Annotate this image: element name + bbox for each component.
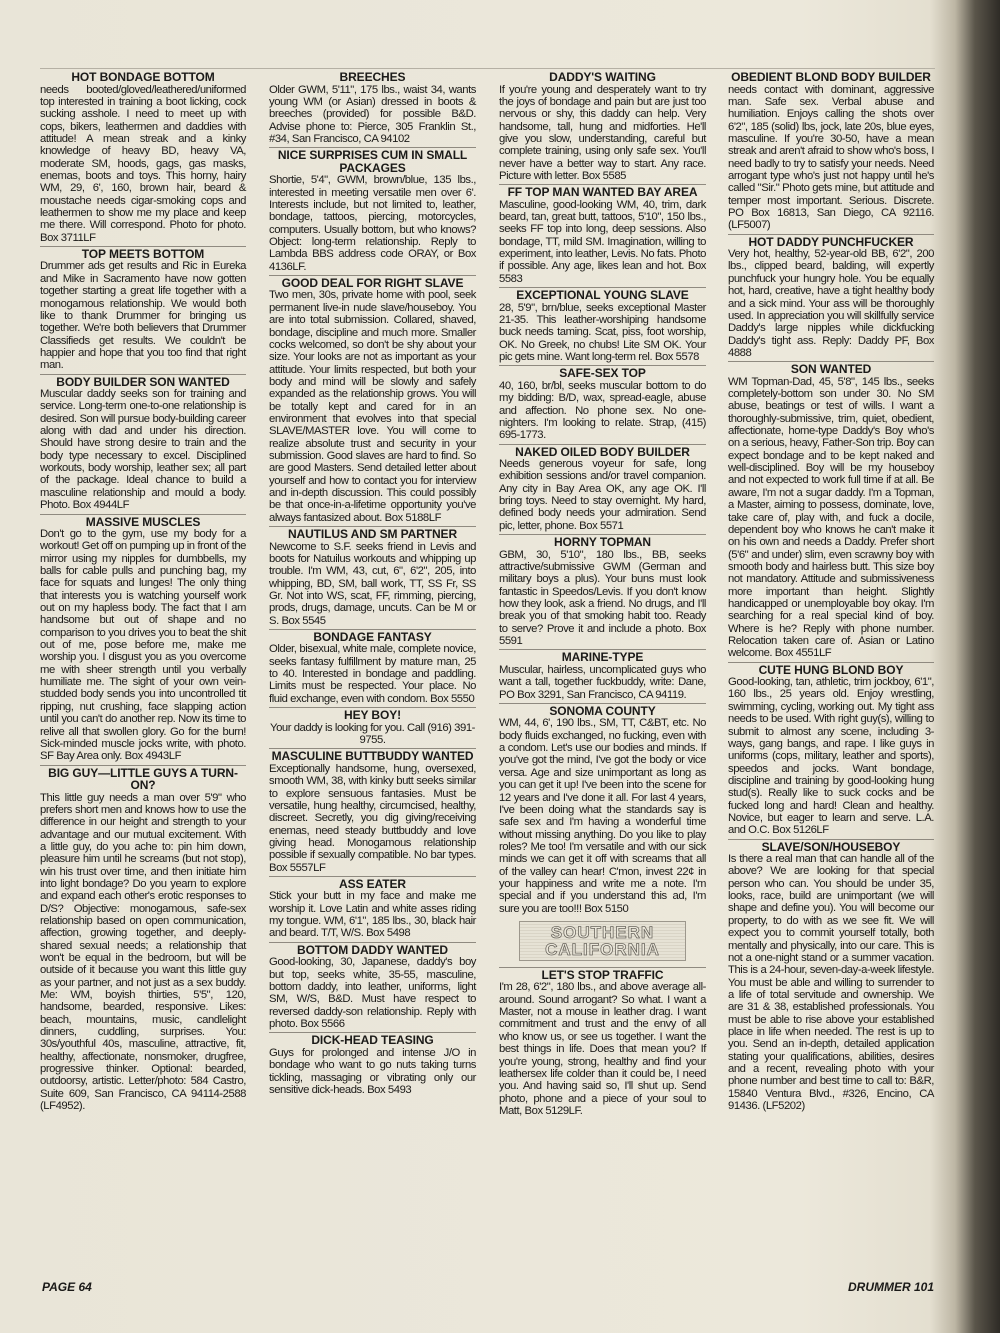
ad-heading: NICE SURPRISES CUM IN SMALL PACKAGES [277,148,468,175]
ad-heading: SONOMA COUNTY [549,703,656,718]
classified-ad [269,748,476,874]
ad-body: Muscular daddy seeks son for training and service. Long-term one-to-one relationship is desired. Son will pursue body-building career along with dad and under his direction. Should have strong desire to train and the body type necessary to excel. Disciplined workouts, body worship, leather sex; all part of the package. Ideal chance to build a masculine relationship and mould a body. Photo. Box 4944LF [40,388,246,512]
ad-heading: LET'S STOP TRAFFIC [541,967,664,982]
ad-heading: SLAVE/SON/HOUSEBOY [761,839,901,854]
ad-body: Your daddy is looking for you. Call (916) 391-9755. [270,721,475,746]
ad-heading: EXCEPTIONAL YOUNG SLAVE [516,288,689,303]
ad-body: 40, 160, br/bl, seeks muscular bottom to do my bidding: B/D, wax, spread-eagle, abuse and affection. No phone sex. No one-nighters. I'm looking to relate. Strap, (415) 695-1773. [499,379,706,442]
ad-heading: NAUTILUS AND SM PARTNER [287,527,458,541]
magazine-issue: DRUMMER 101 [848,1280,935,1294]
ad-heading: TOP MEETS BOTTOM [81,246,205,261]
classified-ad [269,275,476,524]
classified-ad [269,147,476,273]
ad-heading: BREECHES [339,70,406,84]
ad-body: Good-looking, tan, athletic, trim jockboy, 6'1", 160 lbs., 25 years old. Enjoy wrestling, swimming, cycling, working out. My tight ass needs to be used. With right guy(s), willing to submit to almost any scene, including 3-ways, gang bangs, and rape. I like guys in uniforms (cops, military, leather and sports), speedos and jocks. Want bondage, discipline and training by good-looking hung stud(s). Really like to suck cocks and be fucked long and hard! Clean and healthy. Novice, but eager to learn and serve. L.A. and O.C. Box 5126LF [728,676,934,837]
ad-body: 28, 5'9", brn/blue, seeks exceptional Master 21-35. This leather-worshiping handsome buck needs taming. Scat, piss, foot worship, OK. No Greek, no chubs! Lite SM OK. Your pic gets mine. Want long-term rel. Box 5578 [499,301,706,364]
ad-heading: BIG GUY—LITTLE GUYS A TURN-ON? [48,765,238,793]
ad-body: If you're young and desperately want to try the joys of bondage and pain but are just too nervous or shy, this daddy can help. Very handsome, tall, hung and midforties. He'll give you slow, understanding, careful but complete training, using only safe sex. You'll never have a better way to start. Any race. Picture with letter. Box 5585 [499,83,706,182]
ad-heading: BODY BUILDER SON WANTED [56,374,230,389]
ad-heading: BOTTOM DADDY WANTED [297,942,448,957]
ad-body: Two men, 30s, private home with pool, seek permanent live-in nude slave/houseboy. You are into total submission. Collared, shaved, bondage, discipline and much more. Smaller cocks welcomed, so don't be shy about your size. Your looks are not as important as your attitude. Your limits respected, but both your body and mind will be slowly and safely expanded as the relationship grows. You will be totally kept and cared for in an environment that evolves into that special SLAVE/MASTER love. You will come to realize absolute trust and security in your submission. Good slaves are hard to find. So are good Masters. Send detailed letter about yourself and how to contact you for interview and in-depth discussion. This could possibly be that once-in-a-lifetime opportunity you've always fantasized about. Box 5188LF [269,289,476,524]
classified-ad [269,1032,476,1096]
classified-ad [269,707,476,746]
ad-body: Older GWM, 5'11", 175 lbs., waist 34, wants young WM (or Asian) dressed in boots & breeches (provided) for possible B&D. Advise phone to: Pierce, 305 Franklin St., #34, San Francisco, CA 94102 [269,83,476,145]
ad-heading: SON WANTED [790,362,872,377]
section-header-line: CALIFORNIA [545,939,660,959]
column-2 [269,70,476,1098]
classified-ad [499,365,706,441]
ad-heading: BONDAGE FANTASY [313,629,432,644]
column-4 [728,70,934,1114]
ad-heading: DADDY'S WAITING [549,70,656,84]
classified-ad [269,70,476,145]
classified-ad [499,70,706,182]
classified-ad [269,876,476,940]
ad-body: Stick your butt in my face and make me worship it. Love Latin and white asses riding my tongue. WM, 6'1", 185 lbs., 30, black hair and beard. T/T, W/S. Box 5498 [269,890,476,940]
top-rule [40,68,935,69]
ad-body: Don't go to the gym, use my body for a workout! Get off on pumping up in front of the mirror using my nipples for dumbbells, my balls for cable pulls and punching bag, my face for squats and lunges! The only thing that interests you is watching yourself work out on my hapless body. The fact that I am handsome but out of shape and no comparison to you drives you to beat the shit out of me, pose before me, make me worship you. I disgust you as you overcome me with sheer strength until you verbally humiliate me. The sight of your own vein-studded body sends you into uncontrolled tit ripping, nut crushing, face slapping action until you can't do another rep. Now its time to relive all that swollen glory. Go for the burn! Sick-minded muscle jocks write, with photo. SF Bay Area only. Box 4943LF [40,528,246,763]
classified-ad [499,287,706,363]
ad-body: Exceptionally handsome, hung, oversexed, smooth WM, 38, with kinky butt seeks similar to explore sensuous fantasies. Must be versatile, hung healthy, circumcised, healthy, discreet. Secretly, you dig giving/receiving enemas, need steady buttbuddy and love giving head. Monogamous relationship possible if sexually compatible. No bar types. Box 5557LF [269,762,476,874]
classified-ad [499,534,706,647]
classified-ad [40,70,246,244]
ad-heading: DICK-HEAD TEASING [311,1033,434,1048]
classified-ad [728,839,934,1113]
ad-body: This little guy needs a man over 5'9" who prefers short men and knows how to use the difference in our height and strength to your advantage and our mutual excitement. With a little guy, do you ache to: pin him down, pleasure him until he screams (but not stop), win his trust over time, and then initiate him into light bondage? Do you yearn to explore and expand each other's erotic responses to D/S? Objective: monogamous, safe-sex relationship based on open communication, affection, growing together, and deeply-shared sexual needs; a relationship that won't be equal in the bedroom, but will be outside of it because you want this little guy as your partner, and not just as a sex buddy. Me: WM, boyish thirties, 5'5", 120, handsome, bearded, responsive. Likes: beach, mountains, music, candlelight dinners, cuddling, surprises. You: 30s/youthful 40s, masculine, attractive, fit, healthy, affectionate, nonsmoker, drugfree, progressive thinker. Optional: bearded, outdoorsy, artistic. Letter/photo: 584 Castro, Suite 609, San Francisco, CA 94114-2588 (LF4952). [40,791,246,1113]
ad-body: Drummer ads get results and Ric in Eureka and Mike in Sacramento have now gotten together starting a great life together with a monogamous relationship. We would both like to thank Drummer for bringing us together. We're both believers that Drummer Classifieds get results. We couldn't be happier and hope that you too find that right man. [40,260,246,372]
classified-ad [499,444,706,533]
classified-ad [40,765,246,1113]
classified-ad [40,246,246,372]
classified-ad [499,184,706,285]
ad-heading: OBEDIENT BLOND BODY BUILDER [731,70,931,84]
ad-heading: HORNY TOPMAN [553,535,652,550]
ad-body: GBM, 30, 5'10", 180 lbs., BB, seeks attractive/submissive GWM (German and military boys a plus). Your buns must look fantastic in Speedos/Levis. If you don't know how they look, ask a friend. No drugs, and I'll break you of that smoking habit too. Ready to serve? Prove it and include a photo. Box 5591 [499,548,706,648]
ad-body: Needs generous voyeur for safe, long exhibition sessions and/or travel companion. Any city in Bay Area OK, any age OK. I'll bring toys. Need to stay overnight. My hard, defined body needs your admiration. Send pic, letter, phone. Box 5571 [499,458,706,532]
section-header-line: SOUTHERN [550,922,655,942]
ad-heading: MASSIVE MUSCLES [85,514,201,529]
ad-body: Guys for prolonged and intense J/O in bondage who want to go nuts taking turns tickling, massaging or vibrating only our sensitive dick-heads. Box 5493 [269,1046,476,1096]
ad-body: needs booted/gloved/leathered/uniformed top interested in training a boot licking, cock sucking asshole. I need to meet up with cops, bikers, leathermen and daddies with attitude! A mean streak and a kinky knowledge of heavy BD, heavy VA, moderate SM, hoods, gags, gas masks, enemas, boots and toys. This horny, hairy WM, 29, 6', 160, brown hair, beard & moustache needs cigar-smoking cops and leathermen to show me my place and keep me there. Will correspond. Photo for photo. Box 3711LF [40,83,246,244]
classified-ad [728,70,934,232]
classified-ad [728,361,934,659]
classified-ad [269,942,476,1031]
classified-ad [40,514,246,763]
ad-heading: CUTE HUNG BLOND BOY [758,662,904,677]
ad-heading: MASCULINE BUTTBUDDY WANTED [271,749,474,764]
ad-heading: MARINE-TYPE [561,650,644,665]
ad-body: Shortie, 5'4", GWM, brown/blue, 135 lbs., interested in meeting versatile men over 6'. Interests include, but not limited to, leather, bondage, tattoos, piercing, motorcycles, computers. Usually bottom, but who knows? Object: long-term relationship. Reply to Lambda BBS address code ORAY, or Box 4136LF. [269,174,476,273]
ad-heading: GOOD DEAL FOR RIGHT SLAVE [281,275,464,290]
ad-body: Newcome to S.F. seeks friend in Levis and boots for Natuilus workouts and whipping up trouble. I'm WM, 43, cut, 6", 6'2", 205, into whipping, BD, SM, ball work, TT, SS Fr, SS Gr. Not into WS, scat, FF, rimming, piercing, prods, drugs, damage, uncuts. Can be M or S. Box 5545 [269,540,476,627]
classified-ad [40,374,246,512]
column-1 [40,70,246,1114]
classified-ad [499,649,706,701]
ad-body: WM, 44, 6', 190 lbs., SM, TT, C&BT, etc. No body fluids exchanged, no fucking, even with a condom. Let's use our bodies and minds. If you've got the mind, I've got the body or vice versa. Age and size unimportant as long as you can get it up! I've been into the scene for 12 years and I've done it all. For last 4 years, I've been doing what the standards say is safe sex and I'm having a wonderful time without missing anything. Do you like to play roles? Me too! I'm versatile and with our sick minds we can get it off with screams that all of the valley can hear! C'mon, invest 22¢ in your happiness and write me a note. I'm special and if you understand this ad, I'm sure you are too!!! Box 5150 [499,717,706,915]
classified-ad [269,629,476,705]
column-3 [499,70,706,1119]
ad-body: Very hot, healthy, 52-year-old BB, 6'2", 200 lbs., clipped beard, balding, will expertly punchfuck your hungry hole. You be equally hot, hard, creative, have a tight healthy body and a sick mind. Your ass will be thoroughly used. In appreciation you will skillfully service Daddy's large nipples while dickfucking Daddy's tight ass. Reply: Daddy PF, Box 4888 [728,248,934,359]
ad-body: Muscular, hairless, uncomplicated guys who want a tall, together fuckbuddy, write: Dane, PO Box 3291, San Francisco, CA 94119. [499,663,706,701]
section-header [519,921,686,961]
ad-heading: HOT DADDY PUNCHFUCKER [748,234,914,249]
ad-body: Good-looking, 30, Japanese, daddy's boy but top, seeks white, 35-55, masculine, bottom daddy, into leather, uniforms, light SM, W/S, B&D. Must have respect to reversed daddy-son relationship. Reply with photo. Box 5566 [269,956,476,1030]
ad-body: Older, bisexual, white male, complete novice, seeks fantasy fulfillment by mature man, 25 to 40. Interested in bondage and paddling. Limits must be respected. Your place. No fluid exchange, even with condom. Box 5550 [269,643,476,705]
ad-heading: HOT BONDAGE BOTTOM [71,70,215,84]
page-number: PAGE 64 [42,1280,92,1294]
ad-body: needs contact with dominant, aggressive man. Safe sex. Verbal abuse and humiliation. Enjoys calling the shots over 6'2", 185 (solid) lbs, jock, late 20s, blue eyes, masculine. If you're 30-50, have a mean streak and aren't afraid to show who's boss, I need badly to try to satisfy your needs. Need arrogant type who's just not happy until he's called "Sir." Photo gets mine, but attitude and temper most important. Serious. Discrete. PO Box 16813, San Diego, CA 92116. (LF5007) [728,83,934,232]
ad-body: WM Topman-Dad, 45, 5'8", 145 lbs., seeks completely-bottom son under 30. No SM abuse, beatings or test of wills. I want a thoroughly-submissive, trim, quiet, obedient, affectionate, home-type Daddy's Boy who's on a serious, heavy, Father-Son trip. Boy can expect bondage and to be kept naked and well-disciplined. Boy will be my houseboy and not expected to work full time if at all. Be aware, I'm not a sugar daddy. I'm a Topman, a Master, aiming to possess, dominate, love, take care of, play with, and fuck a docile, dependent boy who knows he can't make it on his own and needs a Daddy. Prefer short (5'6" and under) slim, even scrawny boy with smooth body and hairless butt. This size boy not mandatory. Attitude and submissiveness more important than height. Slightly handicapped or unemployable boy okay. I'm searching for a real special kind of boy. Where is he? Reply with phone number. Relocation taken care of. Asian or Latino welcome. Box 4551LF [728,375,934,660]
ad-body: Is there a real man that can handle all of the above? We are looking for that special person who can. You should be under 35, looks, race, build are unimportant (we will shape and define you). You will become our property, to do with as we see fit. We will expect you to commit yourself totally, both mentally and physically, into our care. This is not a one-night stand or a summer vacation. This is a 24-hour, seven-day-a-week lifestyle. You must be able and willing to surrender to a life of total servitude and ownership. We are 31 & 38, established professionals. You must be able to rise above your established place in life when needed. The rest is up to you. Send an in-depth, detailed application stating your qualifications, abilities, desires and a recent, revealing photo with your phone number and best time to call to: B&R, 15840 Ventura Blvd., #326, Encino, CA 91436. (LF5202) [728,853,934,1112]
ad-heading: FF TOP MAN WANTED BAY AREA [507,185,698,200]
ad-body: Masculine, good-looking WM, 40, trim, dark beard, tan, great butt, tattoos, 5'10", 150 lbs., seeks FF top into long, deep sessions. Also bondage, TT, mild SM. Imagination, willing to experiment, into leather, Levis. No fats. Photo if possible. Any age, likes lean and hot. Box 5583 [499,198,706,285]
ad-heading: ASS EATER [339,876,406,891]
ad-heading: HEY BOY! [344,708,401,723]
ad-heading: NAKED OILED BODY BUILDER [515,444,690,459]
ad-body: I'm 28, 6'2", 180 lbs., and above average all-around. Sound arrogant? So what. I want a Master, not a mouse in leather drag. I want commitment and trust and the envy of all who know us, or see us together. I want the best things in life. Does that mean you? If you're young, strong, healthy and find your leathersex life colder than it could be, I need you. And having said so, I'll shut up. Send photo, phone and a piece of your soul to Matt, Box 5129LF. [499,981,706,1117]
classified-ad [499,703,706,915]
classified-ad [269,526,476,627]
classified-ad [728,662,934,837]
ad-heading: SAFE-SEX TOP [559,366,646,381]
classified-ad [499,967,706,1117]
classified-ad [728,234,934,360]
